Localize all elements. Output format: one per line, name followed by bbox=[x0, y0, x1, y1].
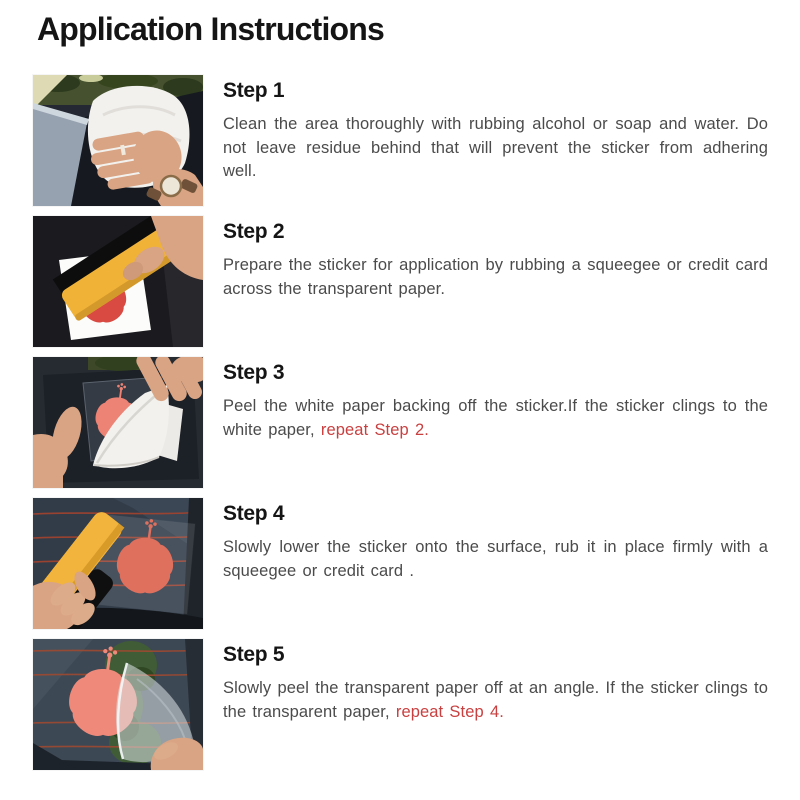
step-3-text bbox=[223, 357, 768, 442]
step-3-body-red: repeat Step 2. bbox=[320, 420, 429, 439]
step-4-body-main: Slowly lower the sticker onto the surface, rub it in place firmly with a squeegee or credit card . bbox=[223, 538, 768, 580]
step-3-body-main: Peel the white paper backing off the sticker.If the sticker clings to the white paper, bbox=[223, 397, 768, 439]
step-5-body bbox=[223, 677, 768, 724]
step-4-photo bbox=[33, 498, 203, 629]
step-2-body bbox=[223, 254, 768, 301]
step-1-body-main: Clean the area thoroughly with rubbing alcohol or soap and water. Do not leave residue behind that will prevent the sticker from adhering well. bbox=[223, 115, 768, 181]
step-2-body-main: Prepare the sticker for application by rubbing a squeegee or credit card across the transparent paper. bbox=[223, 256, 768, 298]
step-row-4 bbox=[33, 498, 768, 629]
step-4-text bbox=[223, 498, 768, 583]
step-3-photo bbox=[33, 357, 203, 488]
step-3-body bbox=[223, 395, 768, 442]
step-5-photo bbox=[33, 639, 203, 770]
step-2-heading: Step 2 bbox=[223, 220, 285, 243]
step-row-2 bbox=[33, 216, 768, 347]
step-1-photo bbox=[33, 75, 203, 206]
page-title: Application Instructions bbox=[37, 11, 385, 47]
step-5-body-main: Slowly peel the transparent paper off at an angle. If the sticker clings to the transparent paper, bbox=[223, 679, 768, 721]
step-4-heading: Step 4 bbox=[223, 502, 285, 525]
step-1-body bbox=[223, 113, 768, 184]
step-3-heading: Step 3 bbox=[223, 361, 285, 384]
step-5-body-red: repeat Step 4. bbox=[395, 702, 504, 721]
step-1-text bbox=[223, 75, 768, 184]
step-row-3 bbox=[33, 357, 768, 488]
step-5-text bbox=[223, 639, 768, 724]
step-2-photo bbox=[33, 216, 203, 347]
step-1-heading: Step 1 bbox=[223, 79, 285, 102]
step-4-body bbox=[223, 536, 768, 583]
step-row-5 bbox=[33, 639, 768, 770]
step-row-1 bbox=[33, 75, 768, 206]
step-2-text bbox=[223, 216, 768, 301]
step-5-heading: Step 5 bbox=[223, 643, 285, 666]
